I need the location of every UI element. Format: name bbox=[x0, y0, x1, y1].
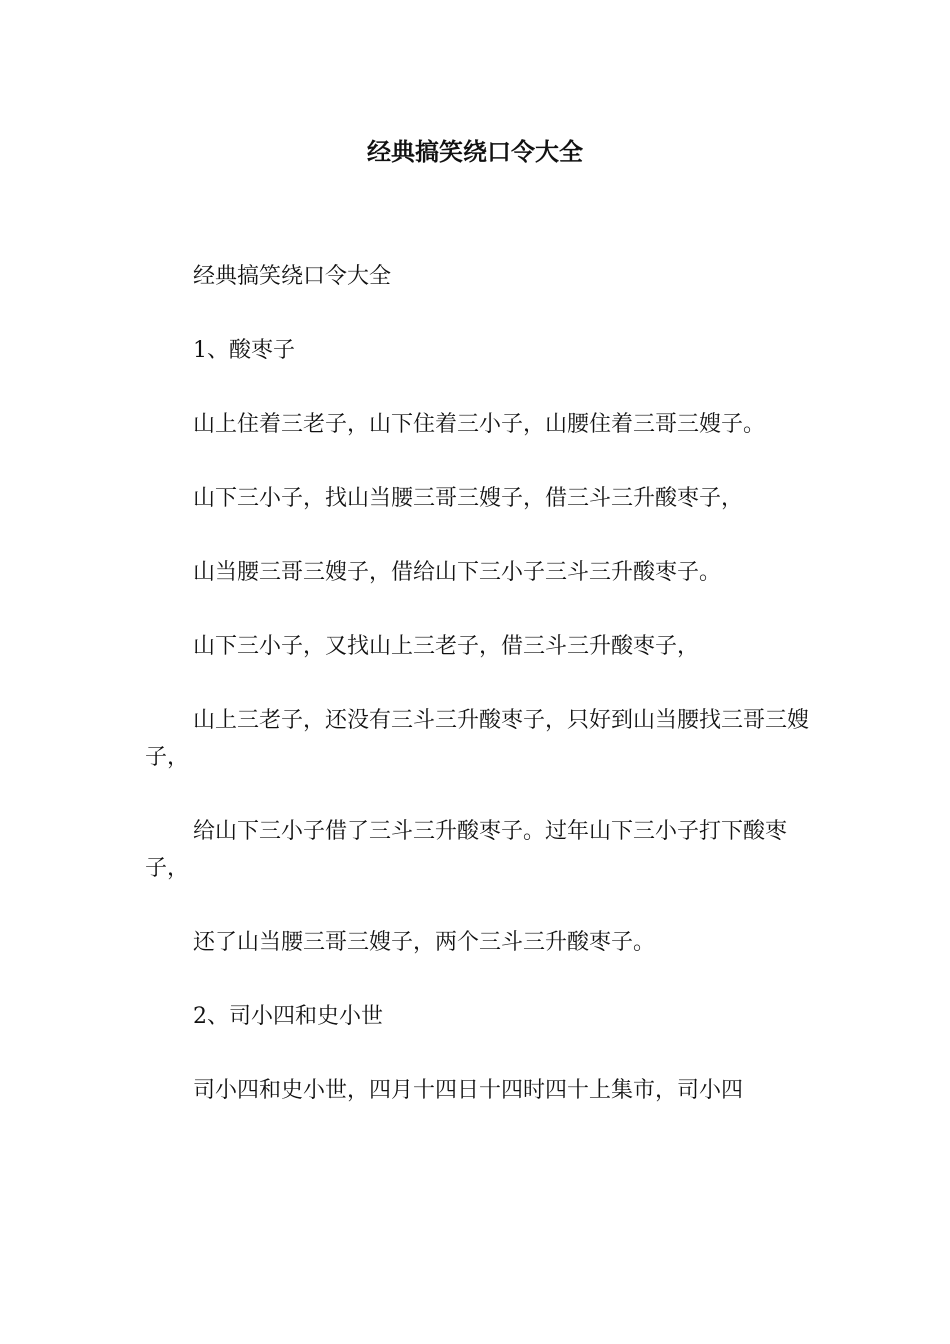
paragraph: 经典搞笑绕口令大全 bbox=[193, 264, 392, 289]
paragraph: 山下三小子，又找山上三老子，借三斗三升酸枣子， bbox=[193, 634, 700, 659]
paragraph: 山上三老子，还没有三斗三升酸枣子，只好到山当腰找三哥三嫂子， bbox=[145, 708, 810, 770]
paragraph: 给山下三小子借了三斗三升酸枣子。过年山下三小子打下酸枣子， bbox=[145, 819, 788, 881]
paragraph: 还了山当腰三哥三嫂子，两个三斗三升酸枣子。 bbox=[193, 930, 656, 955]
page-title: 经典搞笑绕口令大全 bbox=[367, 137, 583, 166]
document-body bbox=[145, 258, 810, 1146]
section-heading: 1、酸枣子 bbox=[193, 338, 295, 363]
paragraph: 山当腰三哥三嫂子，借给山下三小子三斗三升酸枣子。 bbox=[193, 560, 722, 585]
paragraph: 山下三小子，找山当腰三哥三嫂子，借三斗三升酸枣子， bbox=[193, 486, 744, 511]
paragraph: 司小四和史小世，四月十四日十四时四十上集市，司小四 bbox=[193, 1078, 744, 1103]
paragraph: 山上住着三老子，山下住着三小子，山腰住着三哥三嫂子。 bbox=[193, 412, 766, 437]
section-heading: 2、司小四和史小世 bbox=[193, 1004, 383, 1029]
